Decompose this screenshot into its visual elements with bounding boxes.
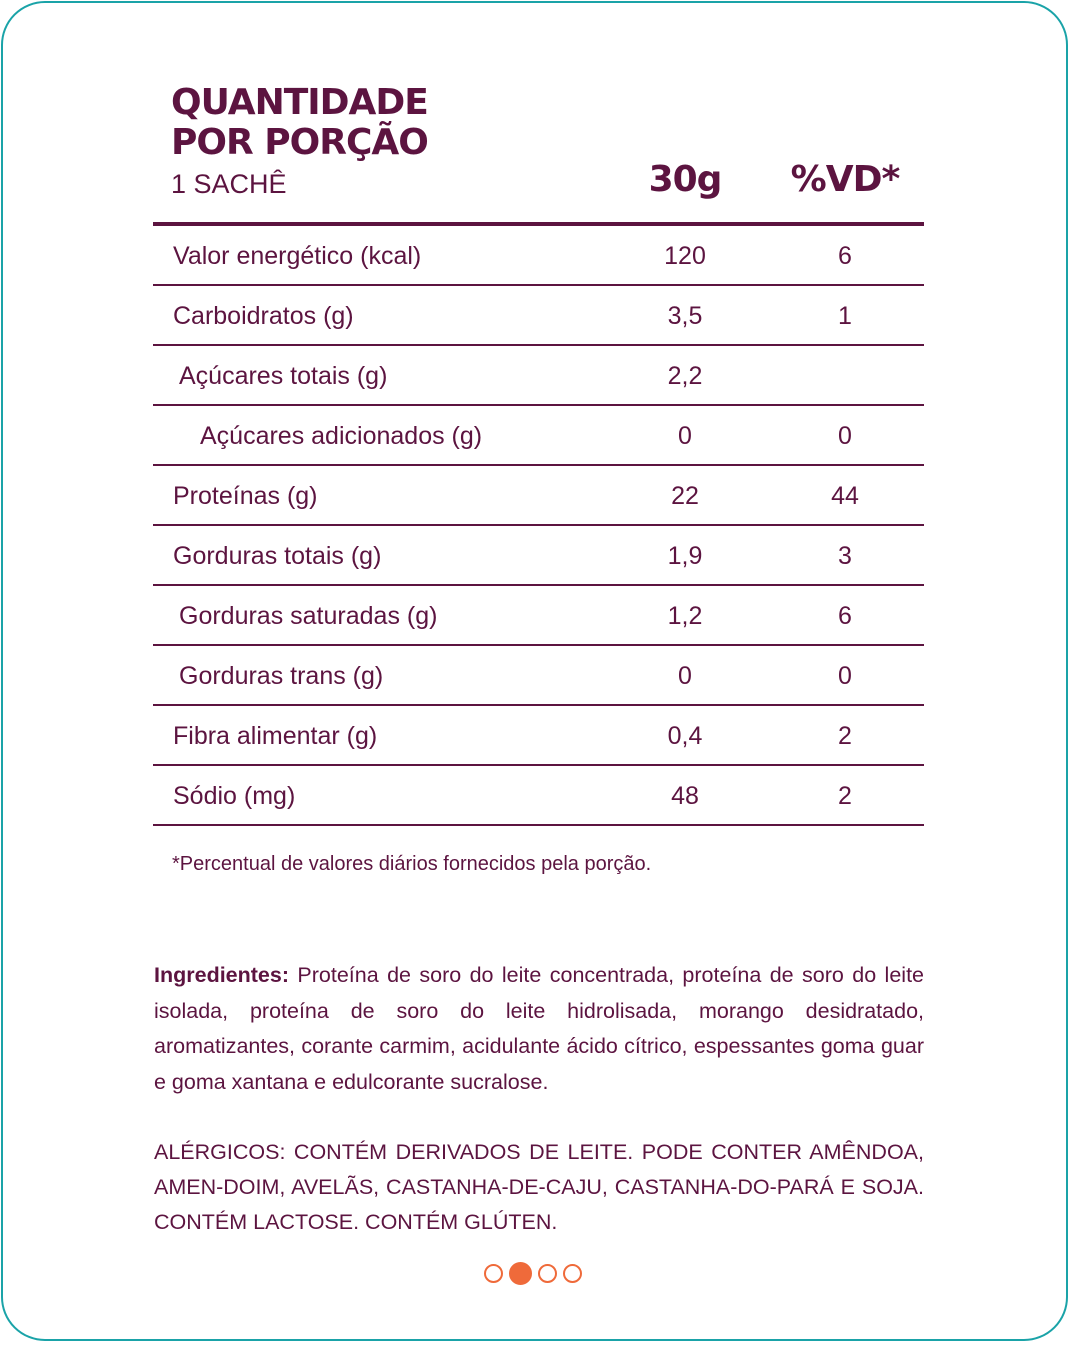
row-daily-value: 6 xyxy=(838,242,852,270)
serving-size: 1 SACHÊ xyxy=(171,169,287,199)
row-daily-value: 0 xyxy=(838,662,852,690)
row-label: Gorduras saturadas (g) xyxy=(179,602,438,630)
row-quantity: 0 xyxy=(678,422,692,450)
table-row xyxy=(153,346,924,406)
portion-heading xyxy=(171,83,428,163)
table-row xyxy=(153,406,924,466)
row-daily-value: 6 xyxy=(838,602,852,630)
row-quantity: 1,9 xyxy=(667,542,703,570)
column-header-daily-value: %VD* xyxy=(790,159,900,200)
nutrition-card xyxy=(1,1,1068,1341)
carousel-pagination xyxy=(484,1264,582,1285)
row-quantity: 22 xyxy=(671,482,699,510)
row-daily-value: 0 xyxy=(838,422,852,450)
table-row xyxy=(153,586,924,646)
carousel-dot-4[interactable] xyxy=(563,1264,582,1283)
row-label: Valor energético (kcal) xyxy=(173,242,422,270)
row-daily-value: 3 xyxy=(838,542,852,570)
ingredients-text xyxy=(154,958,924,1100)
row-quantity: 0 xyxy=(678,662,692,690)
carousel-dot-1[interactable] xyxy=(484,1264,503,1283)
row-daily-value: 2 xyxy=(838,722,852,750)
carousel-dot-2[interactable] xyxy=(509,1262,532,1285)
row-quantity: 120 xyxy=(664,242,706,270)
table-row xyxy=(153,766,924,826)
table-row xyxy=(153,646,924,706)
row-quantity: 3,5 xyxy=(667,302,703,330)
row-label: Fibra alimentar (g) xyxy=(173,722,378,750)
row-quantity: 2,2 xyxy=(667,362,703,390)
table-row xyxy=(153,706,924,766)
row-label: Gorduras trans (g) xyxy=(179,662,384,690)
row-label: Sódio (mg) xyxy=(173,782,296,810)
row-quantity: 1,2 xyxy=(667,602,703,630)
row-quantity: 48 xyxy=(671,782,699,810)
table-row xyxy=(153,286,924,346)
row-label: Gorduras totais (g) xyxy=(173,542,382,570)
row-daily-value: 2 xyxy=(838,782,852,810)
nutrition-table xyxy=(153,226,924,826)
heading-line2: POR PORÇÃO xyxy=(171,122,428,163)
table-row xyxy=(153,526,924,586)
row-label: Proteínas (g) xyxy=(173,482,318,510)
carousel-dot-3[interactable] xyxy=(538,1264,557,1283)
row-daily-value: 1 xyxy=(838,302,852,330)
daily-value-footnote: *Percentual de valores diários fornecidos pela porção. xyxy=(172,853,652,875)
table-row xyxy=(153,226,924,286)
ingredients-label: Ingredientes: xyxy=(154,963,289,987)
row-label: Carboidratos (g) xyxy=(173,302,354,330)
row-label: Açúcares adicionados (g) xyxy=(200,422,483,450)
row-quantity: 0,4 xyxy=(667,722,703,750)
row-label: Açúcares totais (g) xyxy=(179,362,388,390)
table-row xyxy=(153,466,924,526)
ingredients-list: Proteína de soro do leite concentrada, proteína de soro do leite isolada, proteína de soro do leite hidrolisada, morango desidratado, aromatizantes, corante carmim, acidulante ácido cítrico, espessantes goma guar e goma xantana e edulcorante sucralose. xyxy=(154,963,924,1094)
row-daily-value: 44 xyxy=(831,482,859,510)
column-header-quantity: 30g xyxy=(648,159,722,200)
heading-line1: QUANTIDADE xyxy=(171,82,428,123)
allergens-text: ALÉRGICOS: CONTÉM DERIVADOS DE LEITE. PODE CONTER AMÊNDOA, AMEN-DOIM, AVELÃS, CASTANHA-DE-CAJU, CASTANHA-DO-PARÁ E SOJA. CONTÉM LACTOSE. CONTÉM GLÚTEN. xyxy=(154,1140,924,1234)
